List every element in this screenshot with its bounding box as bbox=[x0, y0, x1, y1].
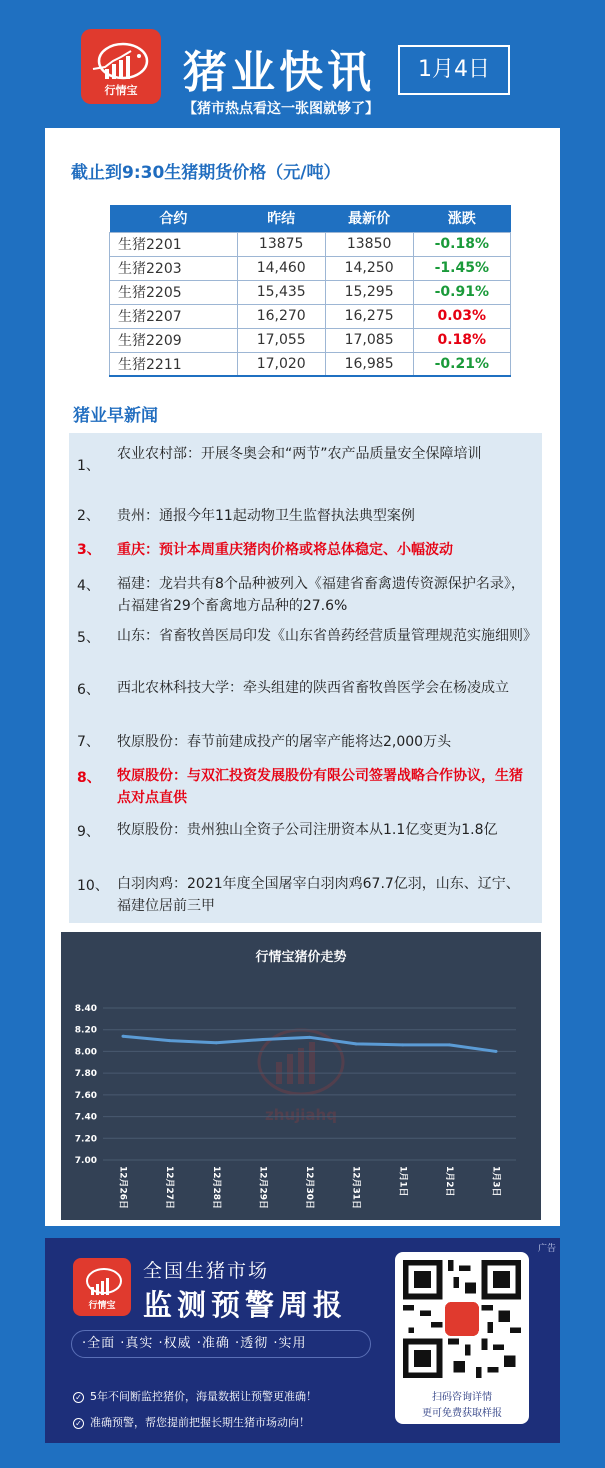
news-text: 牧原股份：贵州独山全资子公司注册资本从1.1亿变更为1.8亿 bbox=[117, 822, 498, 838]
news-number: 6、 bbox=[77, 682, 100, 698]
logo-text: 行情宝 bbox=[104, 84, 138, 97]
news-text: 白羽肉鸡：2021年度全国屠宰白羽肉鸡67.7亿羽，山东、辽宁、福建位居前三甲 bbox=[117, 876, 520, 914]
ad-headline-2: 监测预警周报 bbox=[143, 1288, 348, 1322]
data-point bbox=[261, 1038, 264, 1041]
ad-logo bbox=[73, 1258, 131, 1316]
qr-caption-2: 更可免费获取样报 bbox=[422, 1408, 502, 1419]
ad-banner[interactable] bbox=[45, 1238, 560, 1443]
chart-canvas bbox=[61, 932, 541, 1220]
data-point bbox=[168, 1039, 171, 1042]
watermark-text: zhujiahq bbox=[265, 1106, 337, 1124]
news-number: 4、 bbox=[77, 578, 100, 594]
news-text: 西北农林科技大学：牵头组建的陕西省畜牧兽医学会在杨凌成立 bbox=[117, 680, 509, 696]
header bbox=[0, 0, 605, 128]
futures-section-title: 截止到9:30生猪期货价格（元/吨） bbox=[71, 163, 341, 183]
prev-settle-cell: 17,020 bbox=[237, 352, 325, 376]
contract-cell: 生猪2201 bbox=[110, 232, 238, 256]
table-header-row bbox=[110, 205, 511, 232]
chart-watermark bbox=[259, 1030, 343, 1124]
news-section-title: 猪业早新闻 bbox=[73, 406, 158, 426]
news-number: 2、 bbox=[77, 508, 100, 524]
data-point bbox=[448, 1043, 451, 1046]
check-icon: ✓ bbox=[73, 1392, 84, 1403]
date-badge: 1月4日 bbox=[398, 45, 510, 95]
news-text: 重庆：预计本周重庆猪肉价格或将总体稳定、小幅波动 bbox=[117, 542, 453, 558]
news-list bbox=[69, 433, 542, 923]
news-text: 农业农村部：开展冬奥会和“两节”农产品质量安全保障培训 bbox=[117, 446, 482, 462]
y-tick-label: 7.60 bbox=[74, 1090, 97, 1101]
news-text: 牧原股份：春节前建成投产的屠宰产能将达2,000万头 bbox=[117, 734, 452, 750]
news-number: 9、 bbox=[77, 824, 100, 840]
y-tick-label: 8.40 bbox=[74, 1004, 97, 1014]
y-tick-label: 7.20 bbox=[74, 1134, 97, 1145]
futures-price-table bbox=[109, 205, 511, 377]
table-row bbox=[110, 280, 511, 304]
column-header: 昨结 bbox=[237, 205, 325, 232]
page-subtitle: 【猪市热点看这一张图就够了】 bbox=[183, 101, 379, 117]
news-text: 牧原股份：与双汇投资发展股份有限公司签署战略合作协议，生猪点对点直供 bbox=[117, 768, 523, 806]
data-point bbox=[308, 1036, 311, 1039]
x-tick-label: 12月29日 bbox=[257, 1166, 268, 1210]
x-tick-label: 1月2日 bbox=[443, 1166, 454, 1197]
y-tick-label: 7.00 bbox=[74, 1156, 97, 1166]
data-point bbox=[495, 1050, 498, 1053]
contract-cell: 生猪2209 bbox=[110, 328, 238, 352]
column-header: 最新价 bbox=[325, 205, 413, 232]
table-row bbox=[110, 352, 511, 376]
news-number: 7、 bbox=[77, 734, 100, 750]
ad-headline-1: 全国生猪市场 bbox=[143, 1260, 270, 1282]
latest-price-cell: 16,985 bbox=[325, 352, 413, 376]
contract-cell: 生猪2205 bbox=[110, 280, 238, 304]
qr-card[interactable] bbox=[395, 1252, 529, 1424]
table-row bbox=[110, 328, 511, 352]
x-tick-label: 12月26日 bbox=[117, 1166, 128, 1210]
table-row bbox=[110, 304, 511, 328]
contract-cell: 生猪2207 bbox=[110, 304, 238, 328]
contract-cell: 生猪2203 bbox=[110, 256, 238, 280]
data-point bbox=[401, 1043, 404, 1046]
latest-price-cell: 14,250 bbox=[325, 256, 413, 280]
data-point bbox=[355, 1042, 358, 1045]
y-tick-label: 7.80 bbox=[74, 1069, 97, 1080]
app-logo bbox=[81, 29, 161, 104]
y-tick-label: 8.20 bbox=[74, 1025, 97, 1036]
prev-settle-cell: 15,435 bbox=[237, 280, 325, 304]
table-row bbox=[110, 256, 511, 280]
chart-title: 行情宝猪价走势 bbox=[255, 950, 347, 965]
content-panel bbox=[45, 128, 560, 1226]
ad-bullet-text: 准确预警，帮您提前把握长期生猪市场动向！ bbox=[90, 1416, 310, 1429]
data-point bbox=[215, 1041, 218, 1044]
data-point bbox=[122, 1035, 125, 1038]
ad-bullet bbox=[73, 1414, 310, 1430]
prev-settle-cell: 13875 bbox=[237, 232, 325, 256]
page-title: 猪业快讯 bbox=[183, 47, 375, 98]
x-tick-label: 12月28日 bbox=[210, 1166, 221, 1210]
change-cell: 0.18% bbox=[413, 328, 510, 352]
price-trend-chart bbox=[61, 932, 541, 1220]
news-number: 10、 bbox=[77, 878, 109, 894]
x-tick-label: 12月30日 bbox=[304, 1166, 314, 1210]
x-tick-label: 12月27日 bbox=[164, 1166, 175, 1210]
prev-settle-cell: 14,460 bbox=[237, 256, 325, 280]
ad-tag: 广告 bbox=[537, 1244, 556, 1254]
latest-price-cell: 15,295 bbox=[325, 280, 413, 304]
change-cell: -0.91% bbox=[413, 280, 510, 304]
news-number: 8、 bbox=[77, 770, 101, 786]
y-tick-label: 8.00 bbox=[74, 1047, 97, 1058]
ad-features: ·全面 ·真实 ·权威 ·准确 ·透彻 ·实用 bbox=[71, 1330, 371, 1358]
x-tick-label: 12月31日 bbox=[350, 1166, 361, 1210]
column-header: 合约 bbox=[110, 205, 238, 232]
latest-price-cell: 17,085 bbox=[325, 328, 413, 352]
x-tick-label: 1月1日 bbox=[397, 1166, 408, 1197]
latest-price-cell: 13850 bbox=[325, 232, 413, 256]
table-row bbox=[110, 232, 511, 256]
ad-bullet-text: 5年不间断监控猪价，海量数据让预警更准确！ bbox=[90, 1390, 317, 1403]
news-text: 贵州：通报今年11起动物卫生监督执法典型案例 bbox=[117, 508, 415, 524]
news-text: 福建：龙岩共有8个品种被列入《福建省畜禽遗传资源保护名录》，占福建省29个畜禽地方品种的27.6% bbox=[117, 576, 525, 614]
news-text: 山东：省畜牧兽医局印发《山东省兽药经营质量管理规范实施细则》 bbox=[117, 628, 537, 644]
prev-settle-cell: 16,270 bbox=[237, 304, 325, 328]
change-cell: -0.18% bbox=[413, 232, 510, 256]
ad-logo-text: 行情宝 bbox=[88, 1301, 116, 1311]
change-cell: -0.21% bbox=[413, 352, 510, 376]
news-number: 1、 bbox=[77, 458, 100, 474]
qr-code-icon[interactable] bbox=[403, 1260, 521, 1378]
column-header: 涨跌 bbox=[413, 205, 510, 232]
change-cell: 0.03% bbox=[413, 304, 510, 328]
change-cell: -1.45% bbox=[413, 256, 510, 280]
prev-settle-cell: 17,055 bbox=[237, 328, 325, 352]
latest-price-cell: 16,275 bbox=[325, 304, 413, 328]
contract-cell: 生猪2211 bbox=[110, 352, 238, 376]
ad-bullet bbox=[73, 1388, 317, 1404]
news-number: 5、 bbox=[77, 630, 100, 646]
check-icon: ✓ bbox=[73, 1418, 84, 1429]
y-tick-label: 7.40 bbox=[74, 1112, 97, 1123]
qr-caption-1: 扫码咨询详情 bbox=[432, 1392, 492, 1403]
news-number: 3、 bbox=[77, 542, 101, 558]
x-tick-label: 1月3日 bbox=[490, 1166, 501, 1197]
